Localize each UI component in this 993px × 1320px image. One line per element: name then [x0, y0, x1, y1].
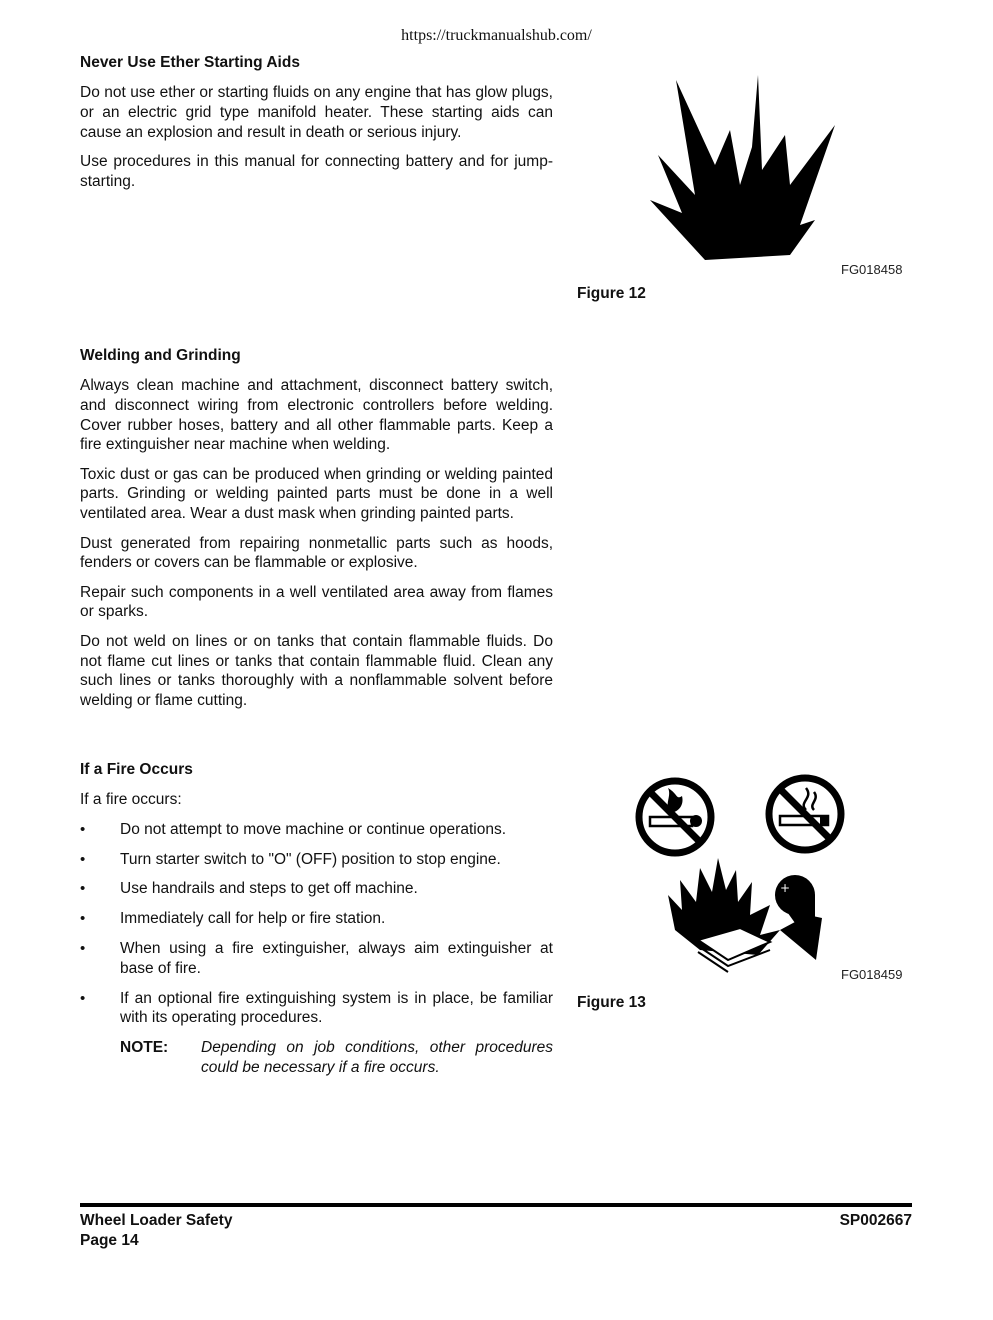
- footer-title: Wheel Loader Safety: [80, 1212, 233, 1229]
- note-label: NOTE:: [120, 1039, 169, 1057]
- figure-caption: Figure 12: [577, 285, 646, 302]
- list-item: • If an optional fire extinguishing system is in place, be familiar with its operating procedures.: [80, 989, 553, 1027]
- bullet-icon: •: [80, 880, 86, 898]
- list-item: • Turn starter switch to "O" (OFF) position to stop engine.: [80, 850, 501, 868]
- paragraph: Do not use ether or starting fluids on any engine that has glow plugs, or an electric grid type manifold heater. These starting aids can cause an explosion and result in death or serious injury.: [80, 84, 553, 141]
- figure-code: FG018458: [841, 262, 903, 277]
- note-text: Depending on job conditions, other procedures could be necessary if a fire occurs.: [201, 1039, 553, 1076]
- paragraph: Do not weld on lines or on tanks that contain flammable fluids. Do not flame cut lines or tanks that contain flammable fluid. Clean any such lines or tanks thoroughly with a nonflammable solvent before welding or flame cutting.: [80, 632, 553, 710]
- section-if-fire-occurs: [80, 760, 553, 1078]
- fire-hazard-icon: [668, 858, 822, 972]
- section-title: Welding and Grinding: [80, 347, 241, 364]
- doc-number: SP002667: [839, 1212, 912, 1229]
- bullet-icon: •: [80, 939, 86, 957]
- bullet-icon: •: [80, 989, 86, 1007]
- figure-caption: Figure 13: [577, 994, 646, 1011]
- explosion-icon: [640, 75, 840, 265]
- section-ether-starting-aids: [80, 53, 553, 201]
- list-item: • When using a fire extinguisher, always aim extinguisher at base of fire.: [80, 939, 553, 977]
- paragraph: Always clean machine and attachment, disconnect battery switch, and disconnect wiring from electronic controllers before welding. Cover rubber hoses, battery and all other flammable parts. Keep a fire extinguisher near machine when welding.: [80, 377, 553, 454]
- no-open-flame-icon: [639, 781, 711, 853]
- figure-code: FG018459: [841, 967, 903, 982]
- list-item: • Do not attempt to move machine or continue operations.: [80, 820, 506, 838]
- source-url[interactable]: https://truckmanualshub.com/: [401, 27, 592, 44]
- paragraph: Repair such components in a well ventilated area away from flames or sparks.: [80, 583, 553, 621]
- bullet-icon: •: [80, 820, 86, 838]
- bullet-icon: •: [80, 850, 86, 868]
- footer-left: [80, 1211, 232, 1251]
- bullet-list: [80, 820, 553, 1028]
- paragraph: If a fire occurs:: [80, 791, 182, 808]
- section-welding-grinding: [80, 346, 553, 720]
- no-smoking-icon: [769, 778, 841, 850]
- svg-text:+: +: [780, 881, 791, 895]
- paragraph: Use procedures in this manual for connecting battery and for jump-starting.: [80, 152, 553, 190]
- note: [80, 1038, 553, 1078]
- section-title: Never Use Ether Starting Aids: [80, 54, 300, 71]
- paragraph: Toxic dust or gas can be produced when grinding or welding painted parts. Grinding or welding painted parts must be done in a well ventilated area. Wear a dust mask when grinding painted parts.: [80, 465, 553, 523]
- list-item: • Immediately call for help or fire station.: [80, 910, 386, 928]
- section-title: If a Fire Occurs: [80, 761, 193, 778]
- fire-safety-figure: [630, 770, 855, 975]
- page-number: Page 14: [80, 1232, 139, 1249]
- footer-divider: [80, 1203, 912, 1207]
- paragraph: Dust generated from repairing nonmetallic parts such as hoods, fenders or covers can be flammable or explosive.: [80, 534, 553, 572]
- bullet-icon: •: [80, 910, 86, 928]
- list-item: • Use handrails and steps to get off machine.: [80, 880, 418, 898]
